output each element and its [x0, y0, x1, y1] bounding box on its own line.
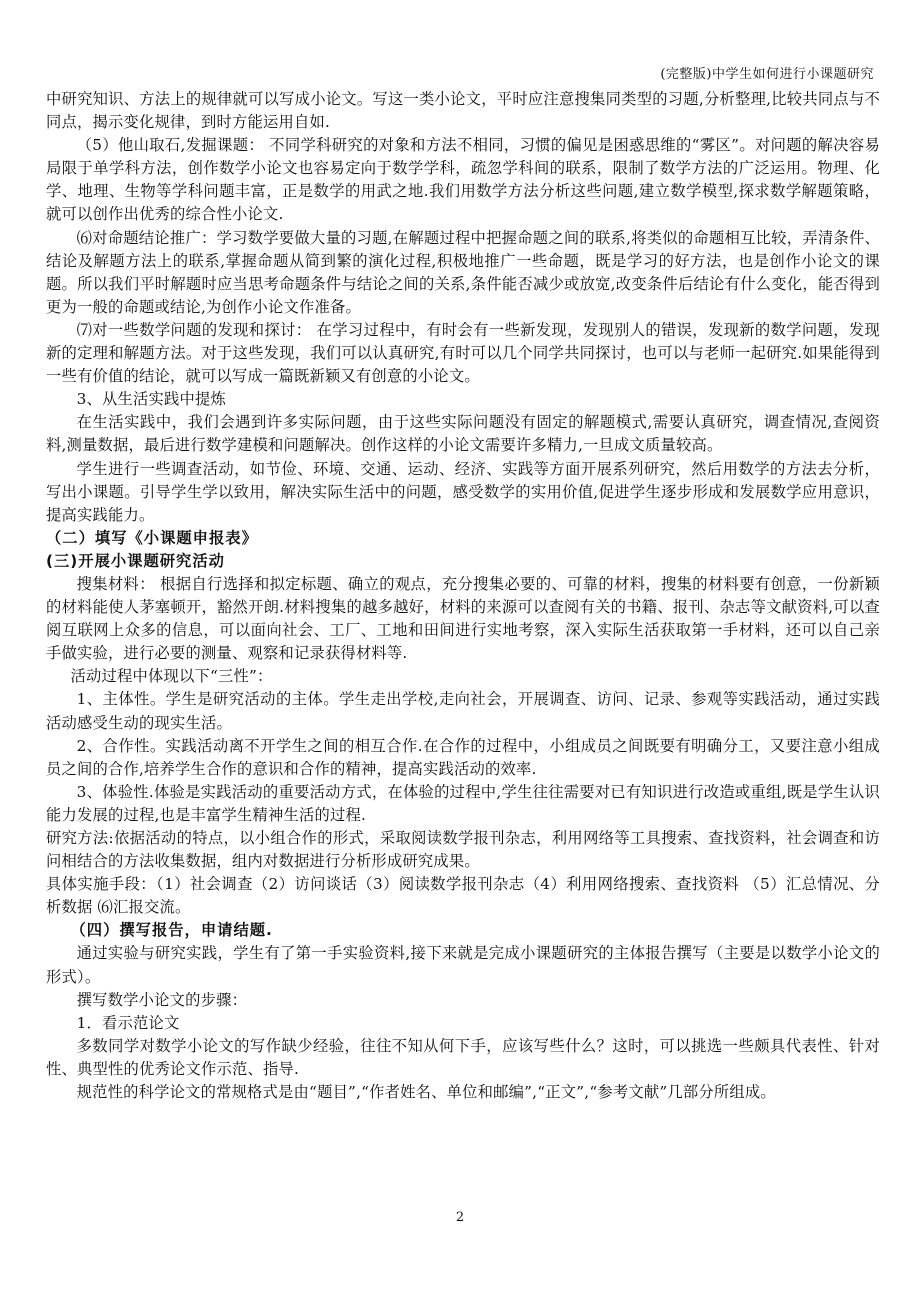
paragraph-practice: 在生活实践中，我们会遇到许多实际问题，由于这些实际问题没有固定的解题模式,需要认真研究，调查情况,查阅资料,测量数据，最后进行数学建模和问题解决。创作这样的小论文需要许多精力,一旦成文质量较高。	[46, 413, 880, 455]
subheading-practice: 3、从生活实践中提炼	[76, 390, 226, 409]
paragraph-experience: 3、体验性.体验是实践活动的重要活动方式，在体验的过程中,学生往往需要对已有知识进行改造或重组,既是学生认识能力发展的过程,也是丰富学生精神生活的过程.	[46, 782, 880, 824]
paragraph-subjectivity: 1、主体性。学生是研究活动的主体。学生走出学校,走向社会，开展调查、访问、记录、参观等实践活动，通过实践活动感受生动的现实生活。	[46, 690, 880, 732]
paragraph-example-papers: 多数同学对数学小论文的写作缺少经验，往往不知从何下手，应该写些什么？这时，可以挑选一些颇具代表性、针对性、典型性的优秀论文作示范、指导.	[46, 1036, 880, 1078]
running-header: (完整版)中学生如何进行小课题研究	[660, 67, 874, 82]
paragraph-report: 通过实验与研究实践，学生有了第一手实验资料,接下来就是完成小课题研究的主体报告撰写（主要是以数学小论文的形式）。	[46, 944, 880, 986]
paragraph-item-7: ⑺对一些数学问题的发现和探讨： 在学习过程中，有时会有一些新发现，发现别人的错误，发现新的数学问题，发现新的定理和解题方法。对于这些发现，我们可以认真研究,有时可以几个同学共同探讨，也可以与老师一起研究.如果能得到一些有价值的结论，就可以写成一篇既新颖又有创意的小论文。	[46, 320, 880, 386]
paragraph-continued: 中研究知识、方法上的规律就可以写成小论文。写这一类小论文，平时应注意搜集同类型的习题,分析整理,比较共同点与不同点，揭示变化规律，到时方能运用自如.	[46, 90, 880, 132]
section-heading-2: （二）填写《小课题申报表》	[46, 528, 258, 547]
page-body	[46, 88, 880, 1104]
paragraph-implementation: 具体实施手段：（1）社会调查（2）访问谈话（3）阅读数学报刊杂志（4）利用网络搜索、查找资料 （5）汇总情况、分析数据 ⑹汇报交流。	[46, 875, 880, 917]
step-1-heading: 1．看示范论文	[76, 1013, 180, 1032]
paragraph-paper-format: 规范性的科学论文的常规格式是由“题目”,“作者姓名、单位和邮编”,“正文”,“参考文献”几部分所组成。	[76, 1083, 776, 1102]
section-heading-3: (三)开展小课题研究活动	[46, 551, 225, 570]
paragraph-item-6: ⑹对命题结论推广：学习数学要做大量的习题,在解题过程中把握命题之间的联系,将类似的命题相互比较，弄清条件、结论及解题方法上的联系,掌握命题从简到繁的演化过程,积极地推广一些命题，既是学习的好方法，也是创作小论文的课题。所以我们平时解题时应当思考命题条件与结论之间的关系,条件能否减少或放宽,改变条件后结论有什么变化，能否得到更为一般的命题或结论,为创作小论文作准备。	[46, 228, 880, 316]
paragraph-item-5: （5）他山取石,发掘课题： 不同学科研究的对象和方法不相同，习惯的偏见是困惑思维的“雾区”。对问题的解决容易局限于单学科方法，创作数学小论文也容易定向于数学学科，疏忽学科间的联系，限制了数学方法的广泛运用。物理、化学、地理、生物等学科问题丰富，正是数学的用武之地.我们用数学方法分析这些问题,建立数学模型,探求数学解题策略，就可以创作出优秀的综合性小论文.	[46, 136, 880, 224]
paragraph-steps-intro: 撰写数学小论文的步骤：	[76, 990, 248, 1009]
paragraph-cooperation: 2、合作性。实践活动离不开学生之间的相互合作.在合作的过程中，小组成员之间既要有明确分工，又要注意小组成员之间的合作,培养学生合作的意识和合作的精神，提高实践活动的效率.	[46, 736, 880, 778]
section-heading-4: （四）撰写报告，申请结题.	[70, 921, 273, 940]
paragraph-survey: 学生进行一些调查活动，如节俭、环境、交通、运动、经济、实践等方面开展系列研究，然后用数学的方法去分析，写出小课题。引导学生学以致用，解决实际生活中的问题，感受数学的实用价值,促进学生逐步形成和发展数学应用意识，提高实践能力。	[46, 459, 880, 524]
paragraph-research-method: 研究方法:依据活动的特点，以小组合作的形式，采取阅读数学报刊杂志，利用网络等工具搜索、查找资料，社会调查和访问相结合的方法收集数据，组内对数据进行分析形成研究成果。	[46, 829, 880, 871]
paragraph-collect-materials: 搜集材料： 根据自行选择和拟定标题、确立的观点，充分搜集必要的、可靠的材料，搜集的材料要有创意，一份新颖的材料能使人茅塞顿开，豁然开朗.材料搜集的越多越好，材料的来源可以查阅有关的书籍、报刊、杂志等文献资料,可以查阅互联网上众多的信息，可以面向社会、工厂、工地和田间进行实地考察，深入实际生活获取第一手材料，还可以自己亲手做实验，进行必要的测量、观察和记录获得材料等.	[46, 574, 880, 663]
page-number: 2	[455, 1210, 465, 1225]
paragraph-three-properties: 活动过程中体现以下“三性”：	[70, 667, 273, 686]
